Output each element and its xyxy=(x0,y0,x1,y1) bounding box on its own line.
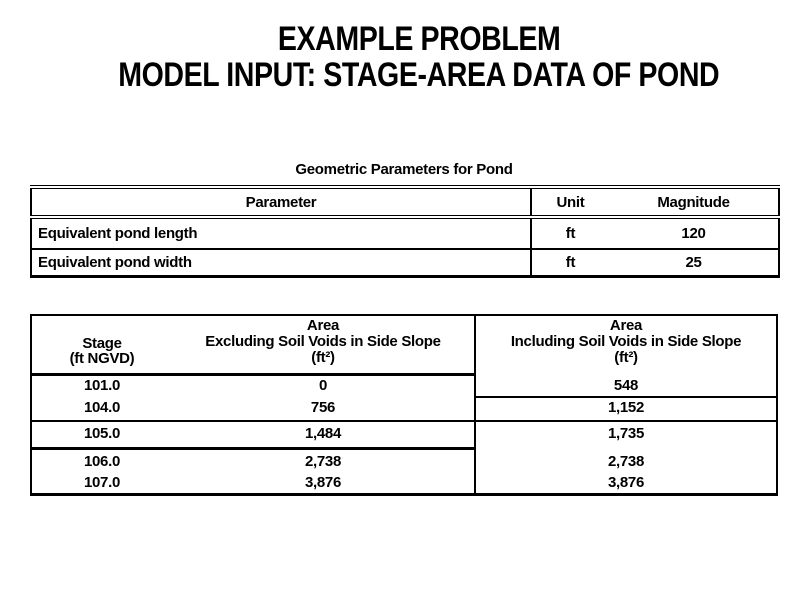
table-row xyxy=(32,398,776,418)
table2-row2-stage: 105.0 xyxy=(83,425,121,442)
stage-area-table xyxy=(30,314,778,496)
table2-header-excl-line1: Area xyxy=(306,317,340,334)
table2-row1-stage: 104.0 xyxy=(83,399,121,416)
table2-header-excl-line3: (ft²) xyxy=(311,349,335,366)
table-row xyxy=(32,376,776,396)
table-row xyxy=(32,424,776,444)
table2-header-incl-line2: Including Soil Voids in Side Slope xyxy=(510,333,742,350)
table2-row3-area-including: 2,738 xyxy=(607,453,645,470)
table2-row3-area-excluding: 2,738 xyxy=(304,453,342,470)
table-row xyxy=(31,217,779,249)
table1-row0-unit: ft xyxy=(531,217,609,249)
table2-header-area-excluding xyxy=(172,318,474,366)
table-row xyxy=(32,473,776,493)
table2-row2-area-including: 1,735 xyxy=(607,425,645,442)
table2-row3-stage: 106.0 xyxy=(83,453,121,470)
table2-row4-area-excluding: 3,876 xyxy=(304,474,342,491)
table2-row0-stage: 101.0 xyxy=(83,377,121,394)
geometric-parameters-table xyxy=(30,185,780,278)
table-row xyxy=(31,249,779,277)
table1-row1-unit: ft xyxy=(565,254,576,271)
table1-row1-magnitude: 25 xyxy=(685,254,702,271)
table2-row0-area-excluding: 0 xyxy=(318,377,328,394)
table2-row1-area-excluding: 756 xyxy=(310,399,336,416)
table2-header-stage-line1: Stage xyxy=(82,335,122,352)
table2-header-area-including xyxy=(476,318,776,366)
table2-left-rule-2 xyxy=(32,447,474,450)
title-line-2-text: MODEL INPUT: STAGE-AREA DATA OF POND xyxy=(118,56,720,94)
table-row xyxy=(32,452,776,472)
table2-row2-area-excluding: 1,484 xyxy=(304,425,342,442)
table2-header-incl-line3: (ft²) xyxy=(614,349,638,366)
table2-header-excl-line2: Excluding Soil Voids in Side Slope xyxy=(205,333,441,350)
table2-header-stage-line2: (ft NGVD) xyxy=(69,350,135,367)
title-line-1-text: EXAMPLE PROBLEM xyxy=(277,20,561,58)
title-line-1 xyxy=(19,21,800,57)
table1-header-unit: Unit xyxy=(531,187,609,217)
table2-row1-area-including: 1,152 xyxy=(607,399,645,416)
geometric-parameters-caption: Geometric Parameters for Pond xyxy=(295,161,513,178)
table2-row4-stage: 107.0 xyxy=(83,474,121,491)
table2-full-width-rule xyxy=(32,420,776,422)
table2-row0-area-including: 548 xyxy=(613,377,639,394)
table1-row0-parameter: Equivalent pond length xyxy=(31,217,531,249)
table1-header-row xyxy=(31,187,779,217)
table1-row1-parameter: Equivalent pond width xyxy=(31,249,531,277)
page-title xyxy=(19,21,800,93)
table1-header-magnitude: Magnitude xyxy=(609,187,779,217)
title-line-2 xyxy=(19,57,800,93)
table1-row0-magnitude: 120 xyxy=(609,217,779,249)
table2-header-incl-line1: Area xyxy=(609,317,643,334)
stage-area-table-body xyxy=(32,316,776,493)
table2-header-stage xyxy=(32,336,172,366)
table1-header-parameter: Parameter xyxy=(31,187,531,217)
table2-row4-area-including: 3,876 xyxy=(607,474,645,491)
